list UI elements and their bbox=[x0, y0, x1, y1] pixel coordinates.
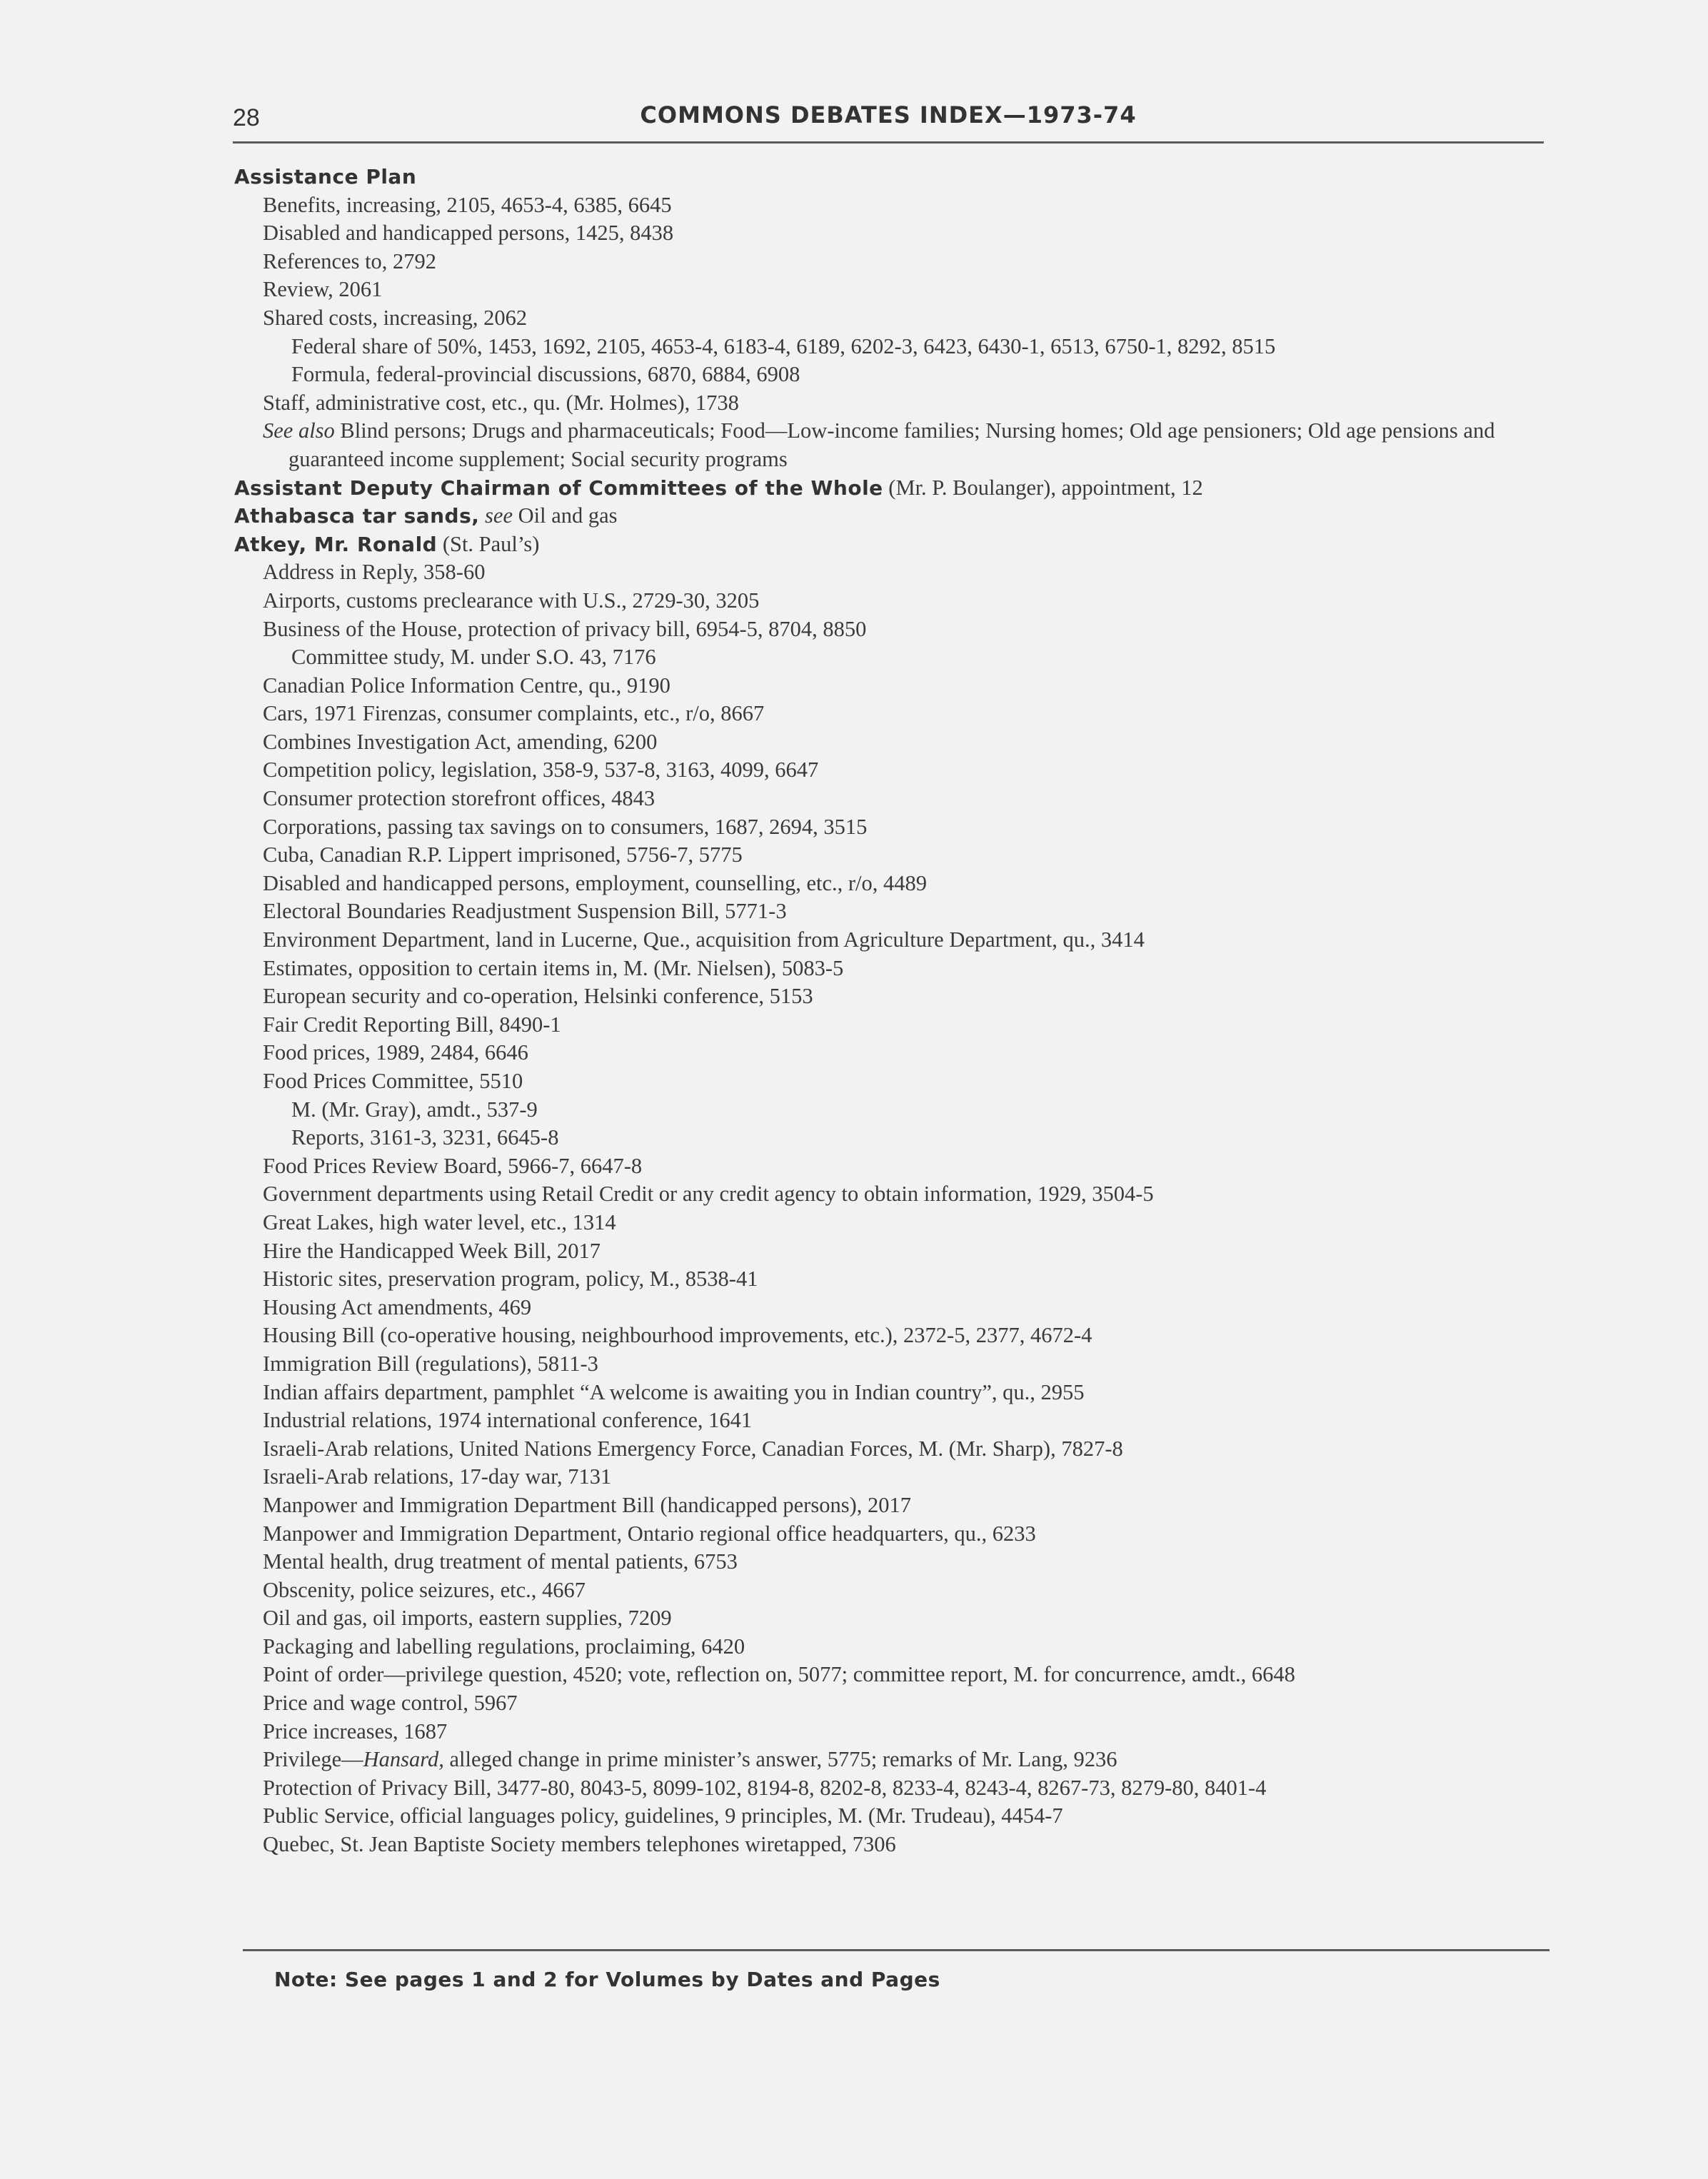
index-subentry bbox=[263, 1435, 1548, 1464]
entry-text: Government departments using Retail Credit or any credit agency to obtain information, 1929, 3504-5 bbox=[263, 1182, 1154, 1207]
entry-headword: Atkey, Mr. Ronald bbox=[234, 532, 438, 556]
index-subentry bbox=[263, 587, 1548, 615]
index-subentry bbox=[291, 361, 1548, 389]
index-heading-entry bbox=[234, 163, 1548, 191]
index-subentry bbox=[263, 982, 1548, 1011]
entry-text: (St. Paul’s) bbox=[437, 531, 540, 556]
index-subentry bbox=[263, 1689, 1548, 1718]
entry-headword: Athabasca tar sands, bbox=[234, 504, 480, 528]
entry-text: Mental health, drug treatment of mental patients, 6753 bbox=[263, 1549, 738, 1574]
index-subentry bbox=[263, 219, 1548, 248]
entry-text: Protection of Privacy Bill, 3477-80, 8043-5, 8099-102, 8194-8, 8202-8, 8233-4, 8243-4, 8267-73, 8279-80, 8401-4 bbox=[263, 1775, 1267, 1800]
index-subentry bbox=[263, 304, 1548, 333]
index-subentry bbox=[263, 1604, 1548, 1633]
index-subentry bbox=[263, 1802, 1548, 1831]
index-subentry bbox=[263, 1152, 1548, 1181]
see-reference: see bbox=[479, 503, 513, 528]
index-subentry bbox=[263, 1350, 1548, 1379]
index-subentry bbox=[263, 615, 1548, 644]
page-title: COMMONS DEBATES INDEX—1973-74 bbox=[640, 101, 1137, 129]
entry-text: Historic sites, preservation program, policy, M., 8538-41 bbox=[263, 1267, 758, 1292]
index-subentry bbox=[263, 728, 1548, 757]
entry-text: Housing Bill (co-operative housing, neighbourhood improvements, etc.), 2372-5, 2377, 4672-4 bbox=[263, 1323, 1092, 1348]
entry-text: Obscenity, police seizures, etc., 4667 bbox=[263, 1577, 586, 1602]
index-subentry bbox=[263, 756, 1548, 785]
entry-text: Formula, federal-provincial discussions, 6870, 6884, 6908 bbox=[291, 362, 800, 387]
index-subentry bbox=[263, 1406, 1548, 1435]
entry-text: alleged change in prime minister’s answer, 5775; remarks of Mr. Lang, 9236 bbox=[443, 1747, 1117, 1772]
entry-text: Competition policy, legislation, 358-9, 537-8, 3163, 4099, 6647 bbox=[263, 758, 819, 782]
index-subentry bbox=[263, 841, 1548, 870]
index-subentry bbox=[263, 700, 1548, 728]
entry-text: Combines Investigation Act, amending, 6200 bbox=[263, 729, 658, 754]
entry-text: Quebec, St. Jean Baptiste Society members telephones wiretapped, 7306 bbox=[263, 1832, 896, 1857]
entry-text: Price and wage control, 5967 bbox=[263, 1691, 518, 1716]
index-subentry bbox=[263, 785, 1548, 813]
entry-text: Price increases, 1687 bbox=[263, 1718, 448, 1743]
entry-prefix: Privilege— bbox=[263, 1747, 363, 1772]
entry-text: References to, 2792 bbox=[263, 248, 437, 273]
index-subentry bbox=[263, 1576, 1548, 1605]
entry-text: Cuba, Canadian R.P. Lippert imprisoned, 5756-7, 5775 bbox=[263, 842, 743, 867]
entry-text: Hire the Handicapped Week Bill, 2017 bbox=[263, 1238, 601, 1263]
entry-text: Canadian Police Information Centre, qu., 9190 bbox=[263, 673, 670, 698]
index-subentry bbox=[263, 1039, 1548, 1067]
entry-text: Manpower and Immigration Department, Ontario regional office headquarters, qu., 6233 bbox=[263, 1521, 1036, 1546]
entry-text: Staff, administrative cost, etc., qu. (Mr. Holmes), 1738 bbox=[263, 390, 739, 415]
entry-italic: Hansard, bbox=[363, 1747, 444, 1772]
entry-text: Indian affairs department, pamphlet “A welcome is awaiting you in Indian country”, qu., 2955 bbox=[263, 1379, 1085, 1404]
entry-text: Food Prices Committee, 5510 bbox=[263, 1069, 523, 1093]
entry-text: Housing Act amendments, 469 bbox=[263, 1294, 532, 1319]
index-subentry bbox=[263, 1180, 1548, 1209]
footer-note: Note: See pages 1 and 2 for Volumes by Dates and Pages bbox=[274, 1968, 940, 1991]
entry-text: Federal share of 50%, 1453, 1692, 2105, 4653-4, 6183-4, 6189, 6202-3, 6423, 6430-1, 6513, 6750-1, 8292, 8515 bbox=[291, 333, 1276, 358]
index-subentry bbox=[291, 1124, 1548, 1152]
entry-text: Great Lakes, high water level, etc., 1314 bbox=[263, 1209, 616, 1234]
entry-text: Industrial relations, 1974 international conference, 1641 bbox=[263, 1408, 753, 1433]
index-subentry bbox=[263, 191, 1548, 220]
entry-text: Food prices, 1989, 2484, 6646 bbox=[263, 1040, 528, 1065]
index-subentry bbox=[263, 1265, 1548, 1294]
index-subentry bbox=[263, 1463, 1548, 1491]
entry-text: Airports, customs preclearance with U.S., 2729-30, 3205 bbox=[263, 588, 760, 613]
index-subentry bbox=[263, 1209, 1548, 1237]
entry-text: Manpower and Immigration Department Bill (handicapped persons), 2017 bbox=[263, 1492, 911, 1517]
page-number: 28 bbox=[233, 104, 260, 131]
entry-headword: Assistant Deputy Chairman of Committees of the Whole bbox=[234, 475, 883, 500]
entry-text: Business of the House, protection of privacy bill, 6954-5, 8704, 8850 bbox=[263, 616, 867, 641]
index-subentry bbox=[263, 1491, 1548, 1520]
entry-text: Food Prices Review Board, 5966-7, 6647-8 bbox=[263, 1153, 643, 1178]
entry-text: Corporations, passing tax savings on to consumers, 1687, 2694, 3515 bbox=[263, 814, 868, 839]
index-subentry bbox=[263, 1746, 1548, 1774]
entry-text: Review, 2061 bbox=[263, 277, 383, 302]
header-rule bbox=[233, 141, 1544, 144]
index-subentry bbox=[291, 333, 1548, 361]
entry-text: Reports, 3161-3, 3231, 6645-8 bbox=[291, 1125, 559, 1150]
page-header bbox=[233, 100, 1544, 143]
entry-text: Estimates, opposition to certain items in, M. (Mr. Nielsen), 5083-5 bbox=[263, 955, 844, 980]
index-body bbox=[234, 163, 1548, 1859]
index-subentry bbox=[263, 1067, 1548, 1096]
index-subentry bbox=[263, 558, 1548, 587]
index-subentry bbox=[263, 1548, 1548, 1576]
index-subentry bbox=[263, 1520, 1548, 1549]
entry-text: Immigration Bill (regulations), 5811-3 bbox=[263, 1351, 598, 1376]
entry-text: Disabled and handicapped persons, 1425, 8438 bbox=[263, 221, 674, 246]
index-heading-entry bbox=[234, 502, 1548, 530]
index-subentry bbox=[263, 955, 1548, 983]
index-subentry bbox=[263, 926, 1548, 955]
index-subentry bbox=[263, 1633, 1548, 1661]
index-subentry bbox=[263, 389, 1548, 418]
entry-text: Benefits, increasing, 2105, 4653-4, 6385, 6645 bbox=[263, 192, 672, 217]
entry-headword: Assistance Plan bbox=[234, 165, 417, 188]
entry-text: Environment Department, land in Lucerne, Que., acquisition from Agriculture Department, qu., 3414 bbox=[263, 927, 1145, 952]
entry-text: Fair Credit Reporting Bill, 8490-1 bbox=[263, 1012, 561, 1037]
entry-text: Electoral Boundaries Readjustment Suspension Bill, 5771-3 bbox=[263, 899, 787, 924]
entry-text: Disabled and handicapped persons, employment, counselling, etc., r/o, 4489 bbox=[263, 870, 928, 895]
index-subentry bbox=[263, 1379, 1548, 1407]
index-subentry bbox=[263, 1011, 1548, 1040]
index-subentry bbox=[291, 1096, 1548, 1124]
entry-text: (Mr. P. Boulanger), appointment, 12 bbox=[883, 475, 1203, 500]
index-subentry bbox=[291, 643, 1548, 672]
index-subentry bbox=[263, 672, 1548, 700]
entry-text: Packaging and labelling regulations, proclaiming, 6420 bbox=[263, 1634, 745, 1659]
index-subentry bbox=[263, 276, 1548, 304]
entry-text: European security and co-operation, Helsinki conference, 5153 bbox=[263, 984, 813, 1009]
index-subentry bbox=[263, 1661, 1548, 1689]
entry-text: Oil and gas, oil imports, eastern supplies, 7209 bbox=[263, 1606, 672, 1631]
entry-text: Israeli-Arab relations, 17-day war, 7131 bbox=[263, 1464, 612, 1489]
index-subentry bbox=[263, 1831, 1548, 1859]
index-subentry bbox=[263, 1774, 1548, 1803]
index-subentry bbox=[263, 813, 1548, 842]
index-subentry bbox=[263, 248, 1548, 276]
see-reference: See also bbox=[263, 418, 335, 443]
index-subentry bbox=[263, 1718, 1548, 1746]
entry-text: Address in Reply, 358-60 bbox=[263, 560, 486, 585]
entry-text: Israeli-Arab relations, United Nations Emergency Force, Canadian Forces, M. (Mr. Sharp), 7827-8 bbox=[263, 1436, 1123, 1461]
entry-text: Cars, 1971 Firenzas, consumer complaints, etc., r/o, 8667 bbox=[263, 701, 765, 726]
entry-text: Blind persons; Drugs and pharmaceuticals; Food—Low-income families; Nursing homes; Old age pensioners; Old age pensions and guaranteed income supplement; Social security programs bbox=[288, 418, 1495, 471]
entry-text: Consumer protection storefront offices, 4843 bbox=[263, 786, 655, 811]
entry-text: M. (Mr. Gray), amdt., 537-9 bbox=[291, 1097, 538, 1122]
entry-text: Shared costs, increasing, 2062 bbox=[263, 305, 528, 330]
entry-text: Point of order—privilege question, 4520; vote, reflection on, 5077; committee report, M. for concurrence, amdt., 6648 bbox=[263, 1662, 1295, 1687]
entry-text: Public Service, official languages policy, guidelines, 9 principles, M. (Mr. Trudeau), 4454-7 bbox=[263, 1803, 1063, 1828]
index-subentry bbox=[263, 1294, 1548, 1322]
index-subentry bbox=[263, 417, 1548, 473]
index-subentry bbox=[263, 897, 1548, 926]
index-subentry bbox=[263, 1322, 1548, 1350]
entry-text: Oil and gas bbox=[512, 503, 618, 528]
index-heading-entry bbox=[234, 530, 1548, 559]
footer-rule bbox=[243, 1949, 1549, 1951]
index-heading-entry bbox=[234, 474, 1548, 503]
index-subentry bbox=[263, 1237, 1548, 1266]
index-subentry bbox=[263, 870, 1548, 898]
entry-text: Committee study, M. under S.O. 43, 7176 bbox=[291, 645, 656, 670]
